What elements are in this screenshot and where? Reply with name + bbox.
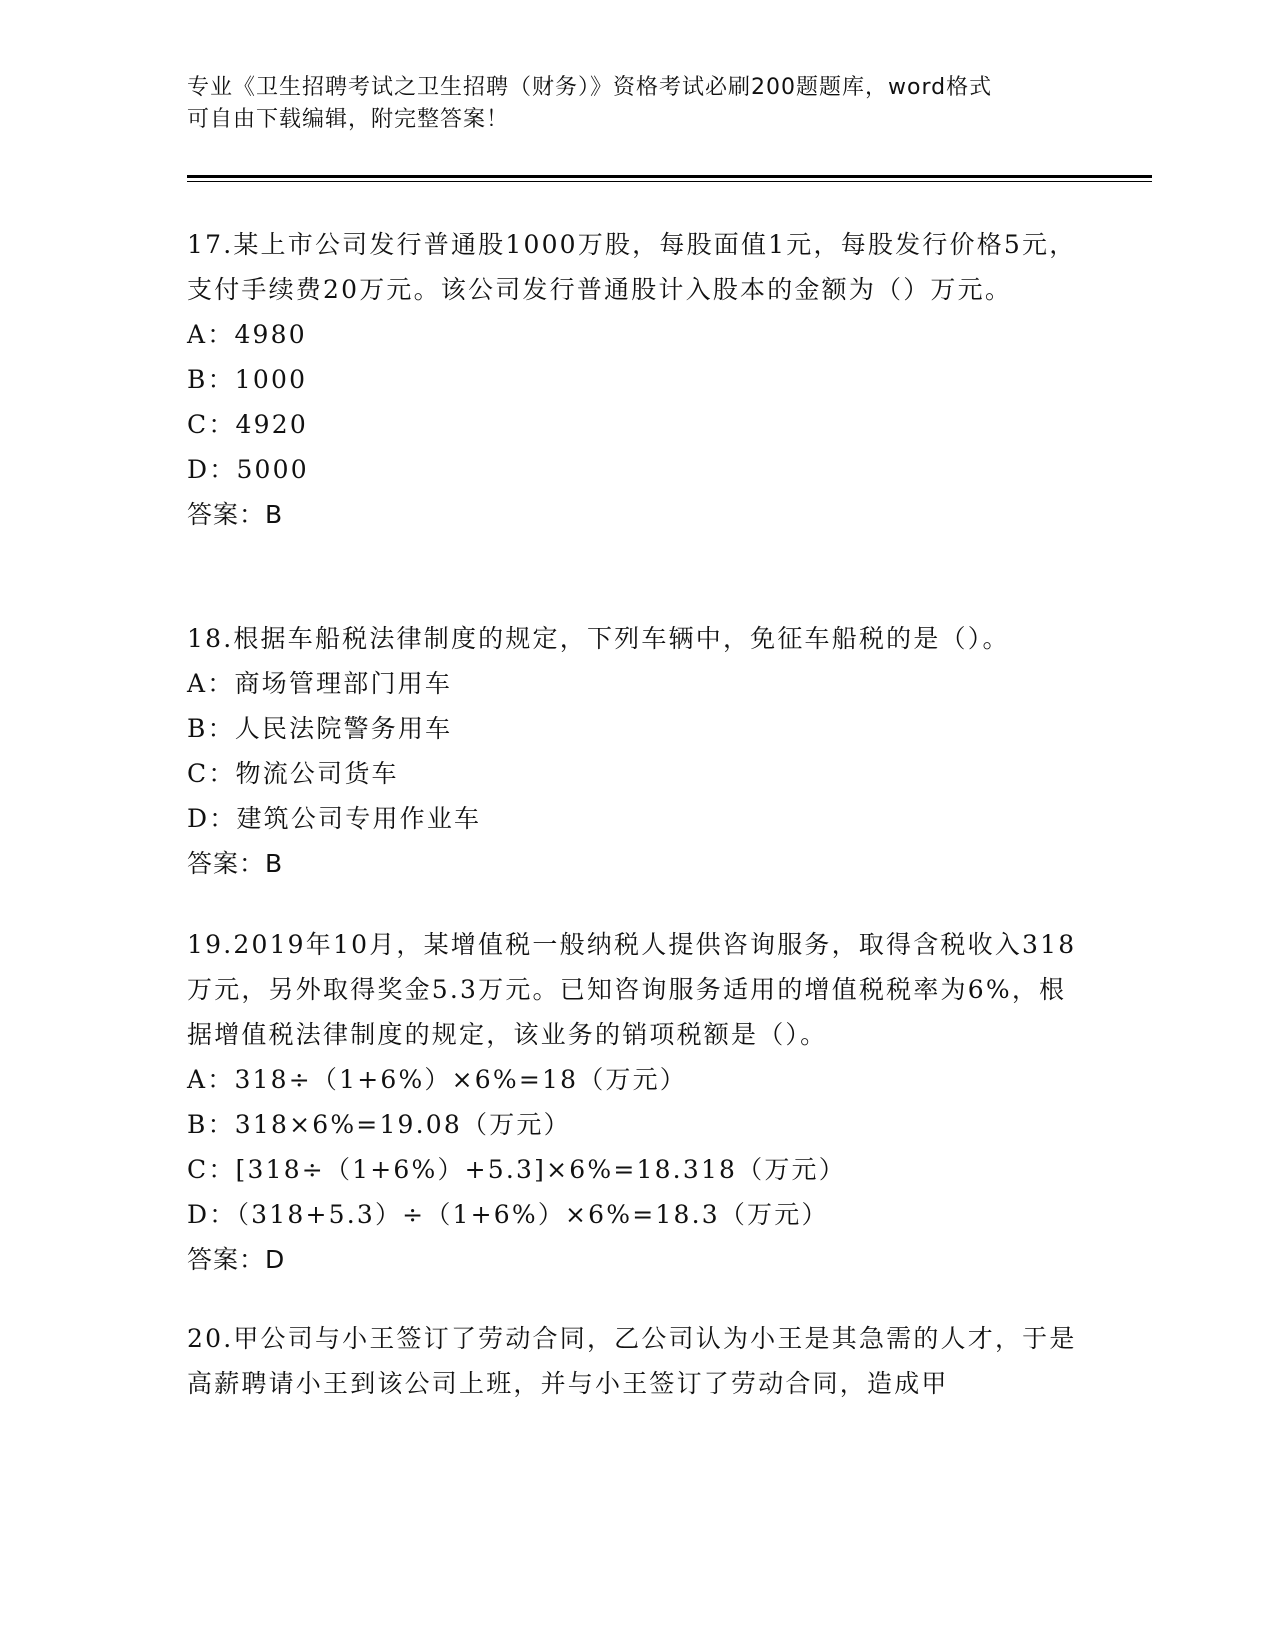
- option-a: A：商场管理部门用车: [187, 669, 453, 698]
- header-line-1: 专业《卫生招聘考试之卫生招聘（财务）》资格考试必刷200题题库，word格式: [187, 75, 993, 100]
- question-18: [187, 616, 1092, 886]
- header-rule-thick: [187, 175, 1152, 178]
- option-d: D：建筑公司专用作业车: [187, 804, 482, 833]
- question-stem: 19.2019年10月，某增值税一般纳税人提供咨询服务，取得含税收入318万元，另外取得奖金5.3万元。已知咨询服务适用的增值税税率为6%，根据增值税法律制度的规定，该业务的销项税额是（）。: [187, 930, 1077, 1049]
- question-17: [187, 222, 1092, 537]
- answer: 答案：B: [187, 849, 284, 878]
- header-line-2: 可自由下载编辑，附完整答案！: [187, 107, 510, 132]
- option-a: A：4980: [187, 320, 307, 349]
- option-a: A：318÷（1+6%）×6%=18（万元）: [187, 1065, 687, 1094]
- question-stem: 17.某上市公司发行普通股1000万股，每股面值1元，每股发行价格5元，支付手续费20万元。该公司发行普通股计入股本的金额为（）万元。: [187, 230, 1077, 304]
- option-d: D：5000: [187, 455, 309, 484]
- question-stem: 20.甲公司与小王签订了劳动合同，乙公司认为小王是其急需的人才，于是高薪聘请小王到该公司上班，并与小王签订了劳动合同，造成甲: [187, 1324, 1077, 1398]
- option-c: C：4920: [187, 410, 308, 439]
- answer: 答案：B: [187, 500, 284, 529]
- question-19: [187, 922, 1092, 1282]
- question-stem: 18.根据车船税法律制度的规定，下列车辆中，免征车船税的是（）。: [187, 624, 1010, 653]
- option-d: D：（318+5.3）÷（1+6%）×6%=18.3（万元）: [187, 1200, 829, 1229]
- option-c: C：物流公司货车: [187, 759, 399, 788]
- option-c: C：[318÷（1+6%）+5.3]×6%=18.318（万元）: [187, 1155, 846, 1184]
- question-20: [187, 1316, 1092, 1406]
- answer: 答案：D: [187, 1245, 286, 1274]
- option-b: B：318×6%=19.08（万元）: [187, 1110, 571, 1139]
- option-b: B：1000: [187, 365, 308, 394]
- header-rule-thin: [187, 181, 1152, 182]
- document-header: [187, 72, 1087, 136]
- option-b: B：人民法院警务用车: [187, 714, 453, 743]
